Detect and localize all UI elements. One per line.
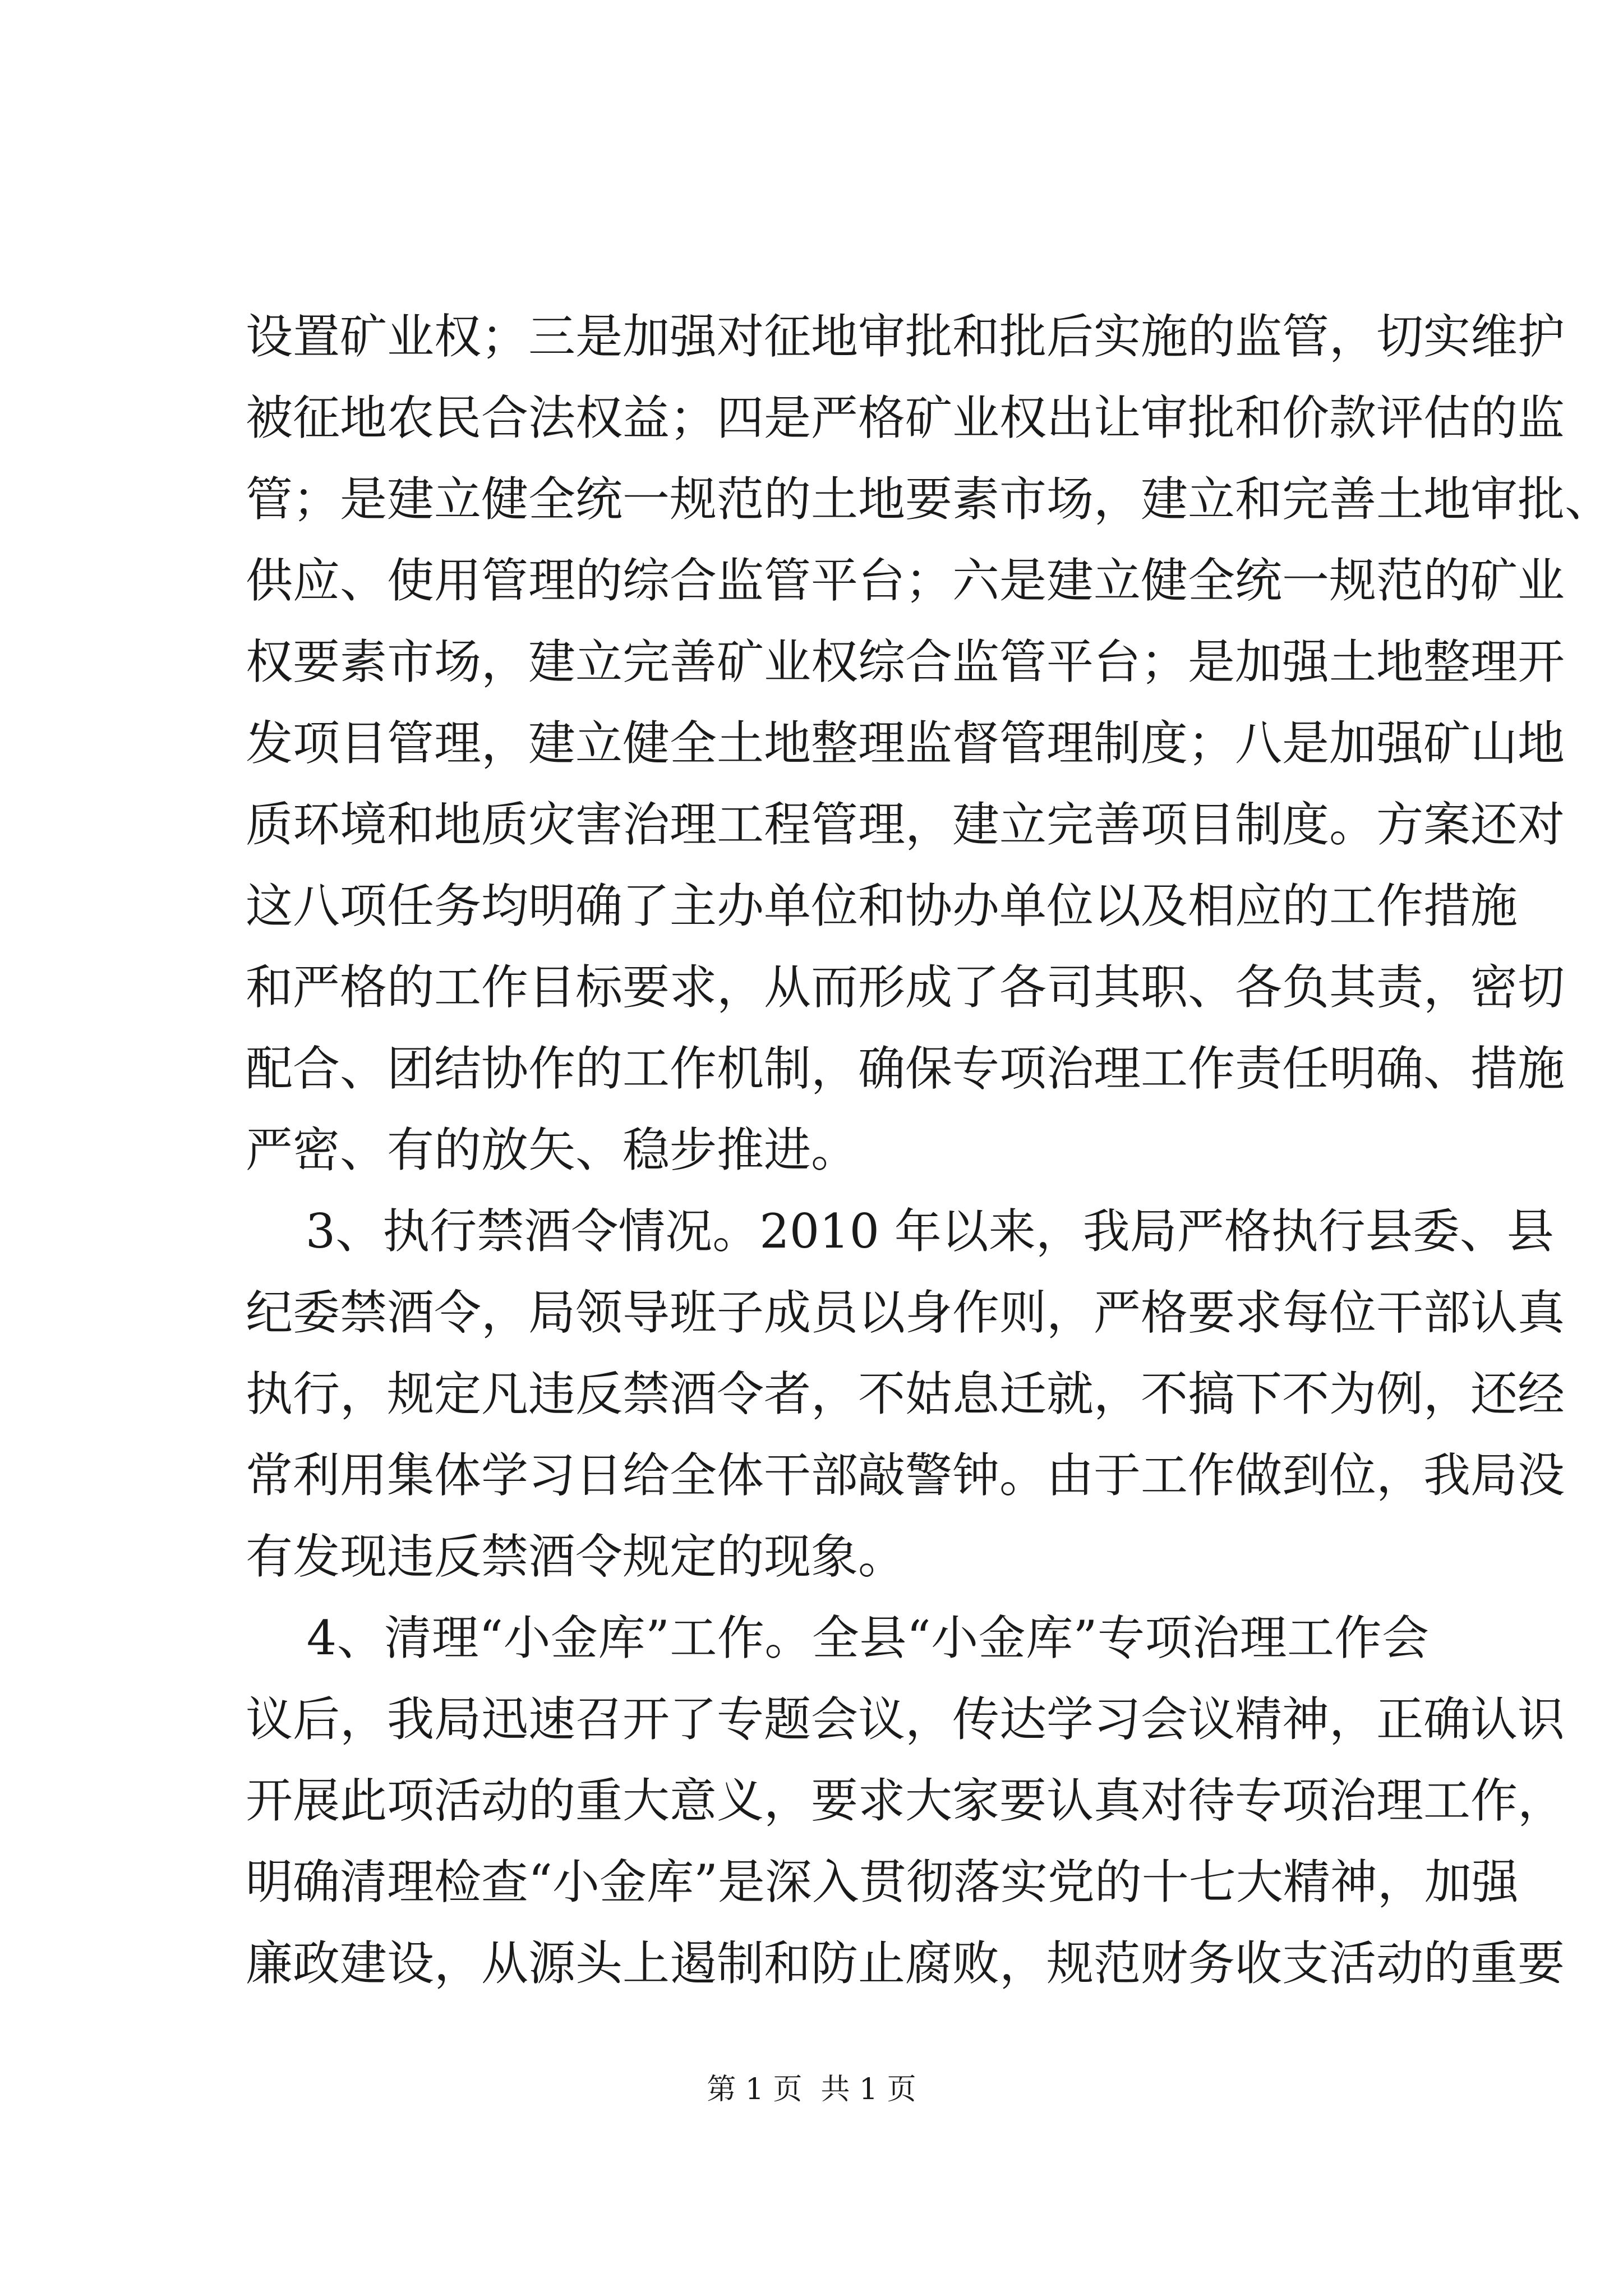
text-line: 管；是建立健全统一规范的土地要素市场，建立和完善土地审批、 (246, 472, 1612, 527)
text-line: 供应、使用管理的综合监管平台；六是建立健全统一规范的矿业 (246, 553, 1565, 608)
text-line: 廉政建设，从源头上遏制和防止腐败，规范财务收支活动的重要 (246, 1936, 1565, 1991)
text-line: 发项目管理，建立健全土地整理监督管理制度；八是加强矿山地 (246, 716, 1565, 771)
text-line: 权要素市场，建立完善矿业权综合监管平台；是加强土地整理开 (246, 634, 1565, 689)
text-line: 设置矿业权；三是加强对征地审批和批后实施的监管，切实维护 (246, 309, 1565, 364)
text-line: 开展此项活动的重大意义，要求大家要认真对待专项治理工作， (246, 1773, 1565, 1828)
text-line: 这八项任务均明确了主办单位和协办单位以及相应的工作措施 (246, 878, 1518, 933)
text-line: 4、清理“小金库”工作。全县“小金库”专项治理工作会 (246, 1611, 1429, 1665)
text-line: 3、执行禁酒令情况。2010 年以来，我局严格执行县委、县 (246, 1204, 1554, 1259)
text-line: 质环境和地质灾害治理工程管理，建立完善项目制度。方案还对 (246, 797, 1565, 852)
text-line: 明确清理检查“小金库”是深入贯彻落实党的十七大精神，加强 (246, 1855, 1519, 1910)
text-line: 配合、团结协作的工作机制，确保专项治理工作责任明确、措施 (246, 1041, 1565, 1096)
page-footer: 第 1 页 共 1 页 (707, 2073, 916, 2106)
text-line: 纪委禁酒令，局领导班子成员以身作则，严格要求每位干部认真 (246, 1285, 1565, 1340)
text-line: 有发现违反禁酒令规定的现象。 (246, 1529, 906, 1584)
text-line: 严密、有的放矢、稳步推进。 (246, 1122, 859, 1177)
text-line: 和严格的工作目标要求，从而形成了各司其职、各负其责，密切 (246, 960, 1565, 1015)
text-line: 执行，规定凡违反禁酒令者，不姑息迁就，不搞下不为例，还经 (246, 1366, 1565, 1421)
text-line: 被征地农民合法权益；四是严格矿业权出让审批和价款评估的监 (246, 390, 1565, 445)
document-body (246, 296, 1612, 2004)
text-line: 议后，我局迅速召开了专题会议，传达学习会议精神，正确认识 (246, 1692, 1565, 1747)
text-line: 常利用集体学习日给全体干部敲警钟。由于工作做到位，我局没 (246, 1448, 1565, 1503)
